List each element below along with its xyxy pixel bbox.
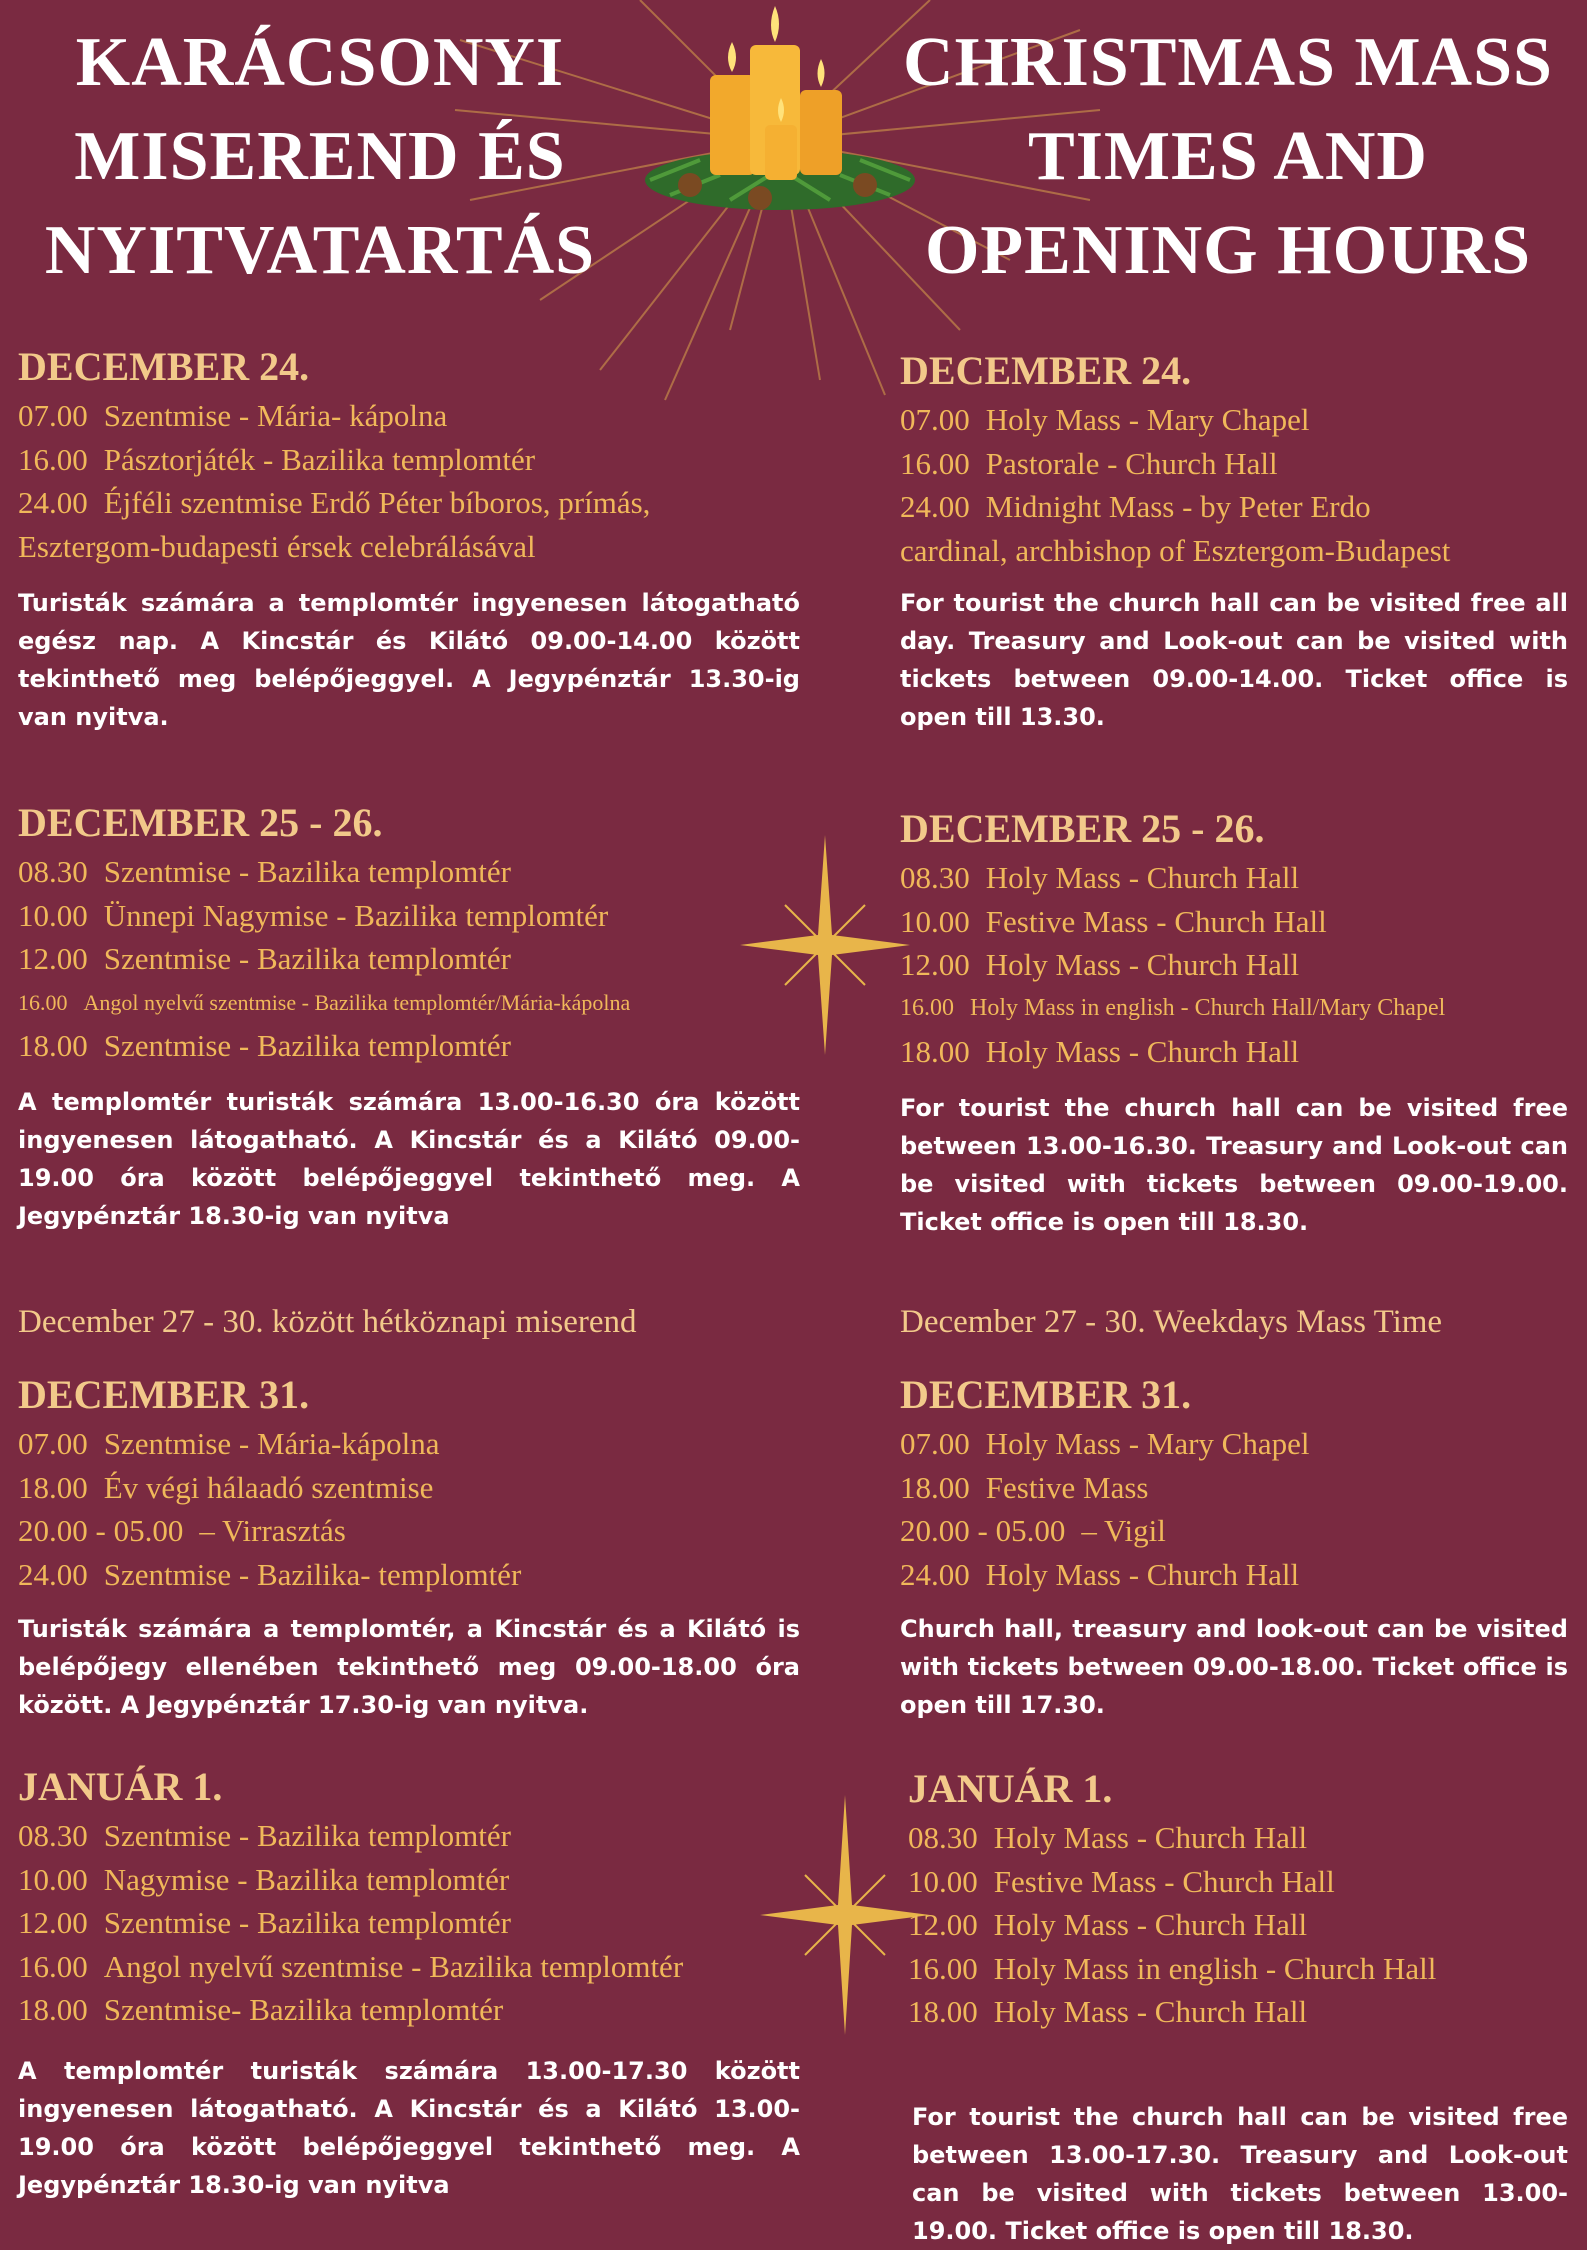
hu-dec24-section bbox=[18, 344, 800, 736]
schedule-item bbox=[18, 850, 800, 894]
en-dec25-section bbox=[900, 806, 1568, 1241]
en-dec24-section bbox=[900, 348, 1568, 736]
schedule-text: Holy Mass - Church Hall bbox=[993, 1820, 1308, 1855]
schedule-time: 18.00 bbox=[900, 1469, 970, 1505]
schedule-item bbox=[900, 1422, 1568, 1466]
schedule-time: 18.00 bbox=[18, 1469, 88, 1505]
schedule-text: Holy Mass - Mary Chapel bbox=[985, 1426, 1310, 1461]
schedule-time: 18.00 bbox=[18, 1027, 88, 1063]
schedule-time: 16.00 bbox=[18, 989, 68, 1015]
en-jan1-heading: JANUÁR 1. bbox=[908, 1766, 1113, 1811]
schedule-item bbox=[18, 394, 800, 438]
schedule-item bbox=[900, 1030, 1568, 1074]
en-dec24-heading: DECEMBER 24. bbox=[900, 348, 1192, 393]
schedule-item bbox=[18, 937, 800, 981]
schedule-time: 07.00 bbox=[18, 1426, 88, 1461]
hu-title-line: MISEREND ÉS bbox=[74, 118, 566, 195]
schedule-item bbox=[18, 438, 800, 482]
hu-dec31-note: Turisták számára a templomtér, a Kincstár és a Kilátó is belépőjegy ellenében tekinthető meg 09.00-18.00 óra között. A Jegypénztár 17.30-ig van nyitva. bbox=[18, 1615, 800, 1719]
schedule-text: Holy Mass - Mary Chapel bbox=[985, 402, 1310, 437]
schedule-text: Nagymise - Bazilika templomtér bbox=[103, 1861, 510, 1897]
schedule-item bbox=[18, 1945, 800, 1989]
schedule-item bbox=[18, 894, 800, 938]
en-weekday-note: December 27 - 30. Weekdays Mass Time bbox=[900, 1304, 1443, 1340]
schedule-text: Holy Mass - Church Hall bbox=[993, 1994, 1308, 2029]
schedule-time: 18.00 bbox=[18, 1992, 88, 2027]
schedule-text: Szentmise - Bazilika templomtér bbox=[103, 941, 511, 976]
hu-dec24-note: Turisták számára a templomtér ingyenesen látogatható egész nap. A Kincstár és Kilátó 09.00-14.00 között tekinthető meg belépőjeggyel. A Jegypénztár 13.30-ig van nyitva. bbox=[18, 589, 800, 731]
schedule-time: 08.30 bbox=[18, 1818, 88, 1853]
schedule-text: Ünnepi Nagymise - Bazilika templomtér bbox=[103, 897, 609, 933]
schedule-text: – Virrasztás bbox=[199, 1513, 346, 1548]
schedule-item bbox=[18, 1901, 800, 1945]
schedule-text: Szentmise - Bazilika templomtér bbox=[103, 1027, 511, 1063]
schedule-time: 12.00 bbox=[900, 947, 970, 982]
schedule-item bbox=[908, 1990, 1568, 2034]
hu-title-line: KARÁCSONYI bbox=[75, 24, 565, 101]
schedule-time: 18.00 bbox=[908, 1994, 978, 2029]
schedule-time: 10.00 bbox=[908, 1863, 978, 1899]
schedule-text: Holy Mass in english - Church Hall/Mary Chapel bbox=[970, 994, 1446, 1021]
en-jan1-section bbox=[900, 1766, 1568, 2250]
schedule-text: Holy Mass in english - Church Hall bbox=[993, 1950, 1437, 1986]
schedule-time: 08.30 bbox=[900, 860, 970, 895]
schedule-text: Holy Mass - Church Hall bbox=[993, 1907, 1308, 1942]
schedule-time: 24.00 bbox=[18, 485, 88, 520]
en-dec31-section bbox=[900, 1372, 1568, 1724]
schedule-text: Éjféli szentmise Erdő Péter bíboros, prímás, bbox=[103, 485, 651, 520]
schedule-item bbox=[908, 1860, 1568, 1904]
schedule-item bbox=[18, 1814, 800, 1858]
schedule-time: 12.00 bbox=[18, 1905, 88, 1940]
schedule-item bbox=[900, 485, 1568, 529]
schedule-time: 08.30 bbox=[908, 1820, 978, 1855]
schedule-time: 12.00 bbox=[908, 1907, 978, 1942]
schedule-text: Holy Mass - Church Hall bbox=[985, 1556, 1300, 1592]
hu-page-title bbox=[10, 16, 630, 298]
schedule-time: 12.00 bbox=[18, 941, 88, 976]
schedule-time: 16.00 bbox=[908, 1950, 978, 1986]
schedule-text: – Vigil bbox=[1081, 1513, 1166, 1548]
en-title-line: CHRISTMAS MASS bbox=[903, 24, 1553, 101]
schedule-time: 24.00 bbox=[900, 1556, 970, 1592]
schedule-item bbox=[908, 1947, 1568, 1991]
schedule-time: 07.00 bbox=[18, 398, 88, 433]
schedule-time: 16.00 bbox=[18, 1948, 88, 1984]
schedule-time: 07.00 bbox=[900, 402, 970, 437]
schedule-item bbox=[18, 1509, 800, 1553]
hu-dec25-note: A templomtér turisták számára 13.00-16.30 óra között ingyenesen látogatható. A Kincstár és a Kilátó 09.00-19.00 óra között belépőjeggyel tekinthető meg. A Jegypénztár 18.30-ig van nyitva bbox=[18, 1088, 800, 1230]
schedule-text: Holy Mass - Church Hall bbox=[985, 860, 1300, 895]
schedule-text: Szentmise - Bazilika templomtér bbox=[103, 1905, 511, 1940]
schedule-time: 20.00 - 05.00 bbox=[18, 1513, 184, 1548]
en-title-line: TIMES AND bbox=[1028, 118, 1428, 195]
schedule-item bbox=[900, 1509, 1568, 1553]
schedule-text: Szentmise - Mária-kápolna bbox=[103, 1426, 440, 1461]
schedule-text: Szentmise - Mária- kápolna bbox=[103, 398, 448, 433]
schedule-text: Midnight Mass - by Peter Erdo bbox=[985, 489, 1371, 524]
schedule-time: 24.00 bbox=[900, 489, 970, 524]
schedule-item bbox=[900, 856, 1568, 900]
schedule-continuation: Esztergom-budapesti érsek celebrálásával bbox=[18, 528, 536, 564]
hu-jan1-heading: JANUÁR 1. bbox=[18, 1764, 223, 1809]
schedule-text: Holy Mass - Church Hall bbox=[985, 947, 1300, 982]
schedule-item bbox=[18, 1422, 800, 1466]
schedule-item bbox=[900, 1553, 1568, 1597]
schedule-time: 24.00 bbox=[18, 1556, 88, 1592]
schedule-item bbox=[900, 987, 1568, 1030]
schedule-text: Szentmise - Bazilika templomtér bbox=[103, 1818, 511, 1853]
en-dec25-heading: DECEMBER 25 - 26. bbox=[900, 806, 1265, 851]
schedule-item bbox=[900, 943, 1568, 987]
schedule-time: 20.00 - 05.00 bbox=[900, 1513, 1066, 1548]
hu-title-line: NYITVATARTÁS bbox=[44, 212, 596, 289]
schedule-text: Pastorale - Church Hall bbox=[985, 445, 1278, 481]
en-dec24-note: For tourist the church hall can be visited free all day. Treasury and Look-out can be visited with tickets between 09.00-14.00. Ticket office is open till 13.30. bbox=[900, 589, 1568, 731]
schedule-text: Festive Mass - Church Hall bbox=[985, 903, 1327, 939]
schedule-text: Festive Mass bbox=[985, 1469, 1149, 1505]
schedule-text: Festive Mass - Church Hall bbox=[993, 1863, 1335, 1899]
schedule-text: Év végi hálaadó szentmise bbox=[103, 1469, 434, 1505]
schedule-item bbox=[18, 1553, 800, 1597]
hu-dec25-section bbox=[18, 800, 800, 1235]
schedule-continuation: cardinal, archbishop of Esztergom-Budapest bbox=[900, 532, 1451, 568]
schedule-item bbox=[908, 1816, 1568, 1860]
hu-jan1-section bbox=[18, 1764, 800, 2204]
schedule-time: 10.00 bbox=[900, 903, 970, 939]
schedule-item bbox=[18, 481, 800, 525]
schedule-item bbox=[18, 1466, 800, 1510]
schedule-time: 10.00 bbox=[18, 897, 88, 933]
schedule-text: Szentmise- Bazilika templomtér bbox=[103, 1992, 504, 2027]
schedule-time: 08.30 bbox=[18, 854, 88, 889]
hu-dec31-section bbox=[18, 1372, 800, 1724]
schedule-text: Holy Mass - Church Hall bbox=[985, 1033, 1300, 1069]
candles-icon bbox=[630, 0, 930, 230]
en-dec31-note: Church hall, treasury and look-out can be visited with tickets between 09.00-18.00. Ticket office is open till 17.30. bbox=[900, 1615, 1568, 1719]
schedule-time: 18.00 bbox=[900, 1033, 970, 1069]
schedule-time: 16.00 bbox=[900, 994, 954, 1021]
schedule-time: 16.00 bbox=[900, 445, 970, 481]
en-title-line: OPENING HOURS bbox=[924, 212, 1532, 289]
en-dec25-note: For tourist the church hall can be visited free between 13.00-16.30. Treasury and Look-out can be visited with tickets between 09.00-19.00. Ticket office is open till 18.30. bbox=[900, 1094, 1568, 1236]
hu-dec31-heading: DECEMBER 31. bbox=[18, 1372, 310, 1417]
hu-dec24-heading: DECEMBER 24. bbox=[18, 344, 310, 389]
schedule-text: Szentmise - Bazilika templomtér bbox=[103, 854, 511, 889]
schedule-time: 07.00 bbox=[900, 1426, 970, 1461]
en-jan1-note: For tourist the church hall can be visited free between 13.00-17.30. Treasury and Look-out can be visited with tickets between 13.00-19.00. Ticket office is open till 18.30. bbox=[912, 2102, 1568, 2245]
schedule-item bbox=[900, 398, 1568, 442]
hu-dec25-heading: DECEMBER 25 - 26. bbox=[18, 800, 383, 845]
schedule-item bbox=[900, 442, 1568, 486]
schedule-item bbox=[18, 1024, 800, 1068]
schedule-item bbox=[900, 1466, 1568, 1510]
en-dec31-heading: DECEMBER 31. bbox=[900, 1372, 1192, 1417]
schedule-text: Szentmise - Bazilika- templomtér bbox=[103, 1556, 522, 1592]
schedule-text: Angol nyelvű szentmise - Bazilika templomtér bbox=[103, 1948, 684, 1984]
schedule-time: 16.00 bbox=[18, 441, 88, 477]
hu-weekday-note: December 27 - 30. között hétköznapi miserend bbox=[18, 1304, 637, 1340]
en-page-title bbox=[888, 16, 1568, 298]
schedule-text: Pásztorjáték - Bazilika templomtér bbox=[103, 441, 536, 477]
schedule-item bbox=[900, 900, 1568, 944]
schedule-item bbox=[908, 1903, 1568, 1947]
hu-jan1-note: A templomtér turisták számára 13.00-17.30 között ingyenesen látogatható. A Kincstár és a Kilátó 13.00-19.00 óra között belépőjeggyel tekinthető meg. A Jegypénztár 18.30-ig van nyitva bbox=[18, 2056, 800, 2199]
schedule-time: 10.00 bbox=[18, 1861, 88, 1897]
schedule-item bbox=[18, 1988, 800, 2032]
schedule-item bbox=[18, 1858, 800, 1902]
schedule-item bbox=[18, 981, 800, 1024]
schedule-text: Angol nyelvű szentmise - Bazilika templomtér/Mária-kápolna bbox=[83, 989, 631, 1015]
